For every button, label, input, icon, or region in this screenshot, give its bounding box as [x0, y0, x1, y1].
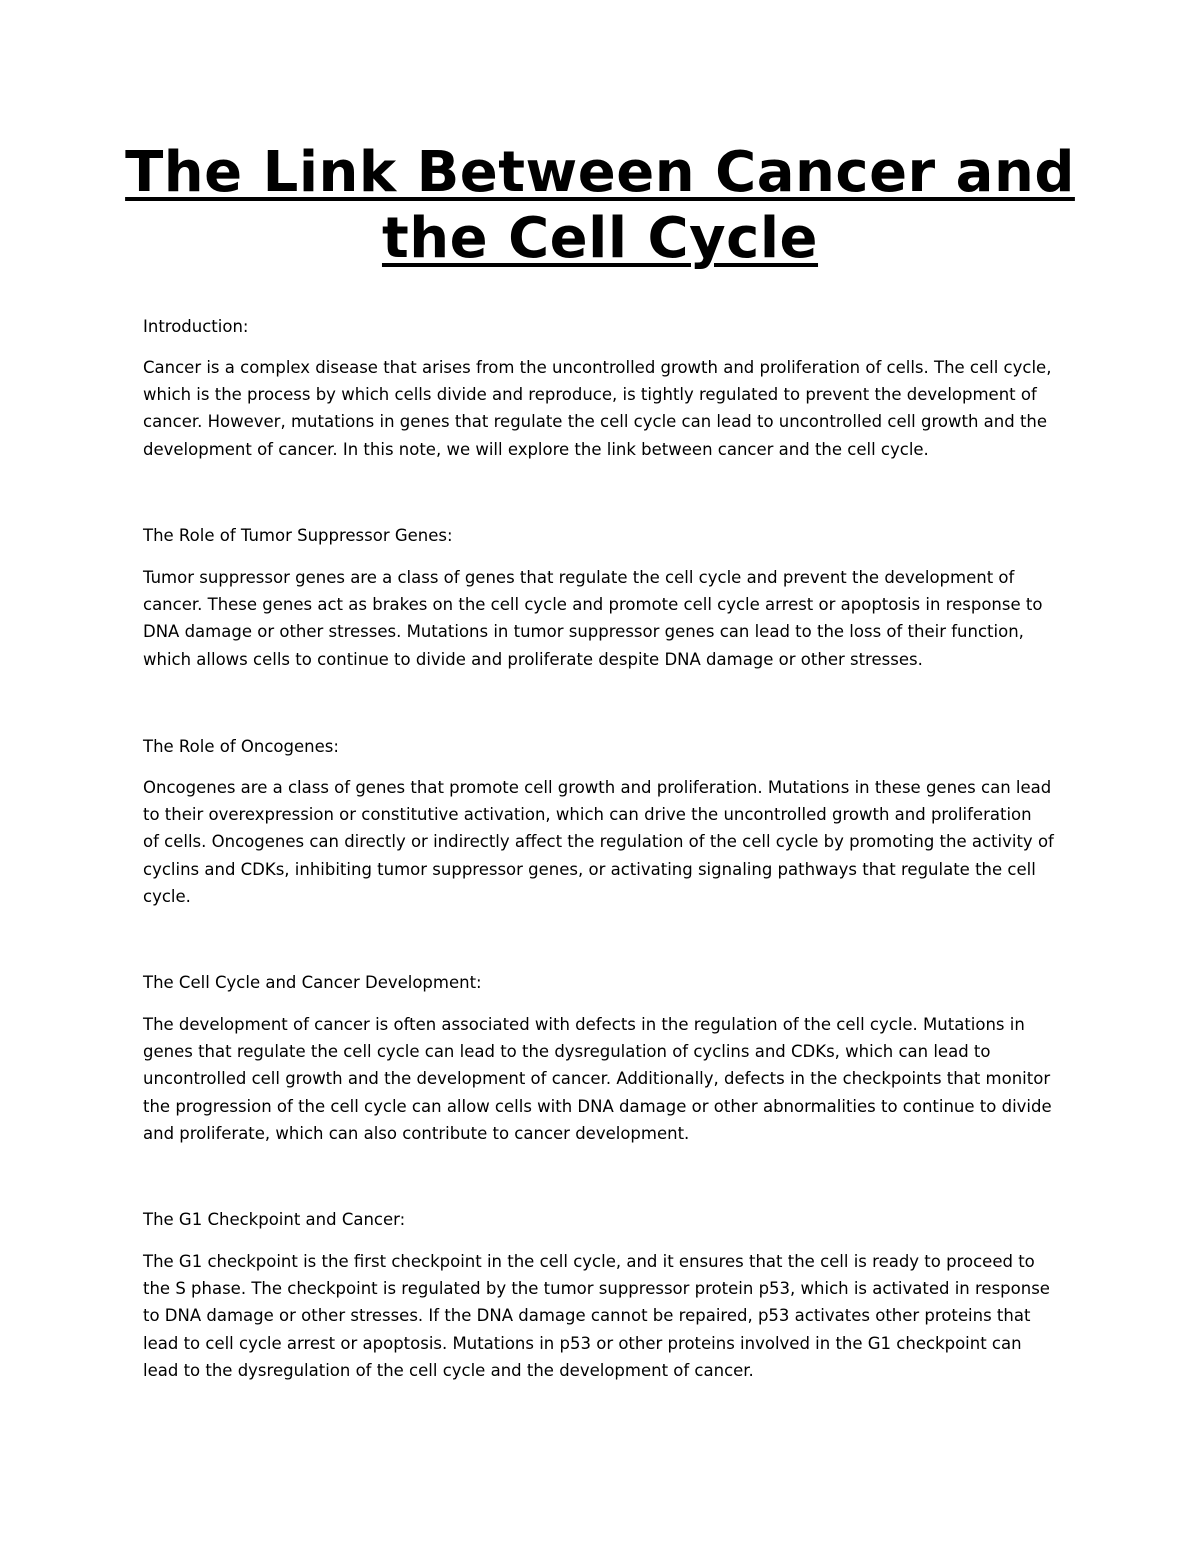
paragraph-line: genes that regulate the cell cycle can lead to the dysregulation of cyclins and CDKs, which can lead to: [143, 1042, 991, 1062]
section-heading-oncogenes: The Role of Oncogenes:: [143, 737, 339, 756]
section-heading-introduction: Introduction:: [143, 317, 249, 336]
paragraph-line: DNA damage or other stresses. Mutations in tumor suppressor genes can lead to the loss of their function,: [143, 622, 1024, 642]
paragraph-line: to DNA damage or other stresses. If the DNA damage cannot be repaired, p53 activates other proteins that: [143, 1306, 1031, 1326]
section-paragraph-introduction: [143, 354, 1073, 463]
paragraph-line: the S phase. The checkpoint is regulated by the tumor suppressor protein p53, which is activated in response: [143, 1279, 1050, 1299]
paragraph-line: Oncogenes are a class of genes that promote cell growth and proliferation. Mutations in these genes can lead: [143, 778, 1052, 797]
paragraph-line: uncontrolled cell growth and the development of cancer. Additionally, defects in the checkpoints that monitor: [143, 1069, 1051, 1089]
section-paragraph-cancer-development: [143, 1011, 1073, 1147]
paragraph-line: Tumor suppressor genes are a class of genes that regulate the cell cycle and prevent the development of: [143, 568, 1015, 587]
paragraph-line: Cancer is a complex disease that arises from the uncontrolled growth and proliferation of cells. The cell cycle,: [143, 358, 1052, 377]
section-heading-cancer-development: The Cell Cycle and Cancer Development:: [143, 973, 482, 992]
paragraph-line: which allows cells to continue to divide and proliferate despite DNA damage or other stresses.: [143, 649, 923, 669]
paragraph-line: the progression of the cell cycle can allow cells with DNA damage or other abnormalities to continue to divide: [143, 1096, 1052, 1116]
section-paragraph-g1-checkpoint: [143, 1248, 1073, 1384]
section-paragraph-tumor-suppressor: [143, 564, 1073, 673]
paragraph-line: and proliferate, which can also contribute to cancer development.: [143, 1123, 690, 1143]
paragraph-line: to their overexpression or constitutive activation, which can drive the uncontrolled growth and proliferation: [143, 805, 1032, 825]
title-line-1: The Link Between Cancer and: [125, 140, 1075, 205]
section-heading-g1-checkpoint: The G1 Checkpoint and Cancer:: [143, 1210, 406, 1229]
paragraph-line: development of cancer. In this note, we will explore the link between cancer and the cell cycle.: [143, 439, 929, 459]
paragraph-line: cancer. These genes act as brakes on the cell cycle and promote cell cycle arrest or apoptosis in response to: [143, 595, 1043, 615]
paragraph-line: lead to the dysregulation of the cell cycle and the development of cancer.: [143, 1360, 754, 1380]
document-title: [100, 140, 1100, 272]
title-line-2: the Cell Cycle: [381, 206, 819, 271]
paragraph-line: of cells. Oncogenes can directly or indirectly affect the regulation of the cell cycle by promoting the activity of: [143, 832, 1054, 852]
paragraph-line: cancer. However, mutations in genes that regulate the cell cycle can lead to uncontrolled cell growth and the: [143, 412, 1048, 432]
section-heading-tumor-suppressor: The Role of Tumor Suppressor Genes:: [143, 526, 453, 545]
paragraph-line: The G1 checkpoint is the first checkpoint in the cell cycle, and it ensures that the cell is ready to proceed to: [143, 1252, 1035, 1271]
section-paragraph-oncogenes: [143, 774, 1073, 910]
paragraph-line: which is the process by which cells divide and reproduce, is tightly regulated to prevent the development of: [143, 385, 1037, 405]
paragraph-line: cycle.: [143, 886, 191, 906]
paragraph-line: The development of cancer is often associated with defects in the regulation of the cell cycle. Mutations in: [143, 1015, 1025, 1034]
paragraph-line: lead to cell cycle arrest or apoptosis. Mutations in p53 or other proteins involved in the G1 checkpoint can: [143, 1333, 1022, 1353]
paragraph-line: cyclins and CDKs, inhibiting tumor suppressor genes, or activating signaling pathways that regulate the cell: [143, 859, 1036, 879]
